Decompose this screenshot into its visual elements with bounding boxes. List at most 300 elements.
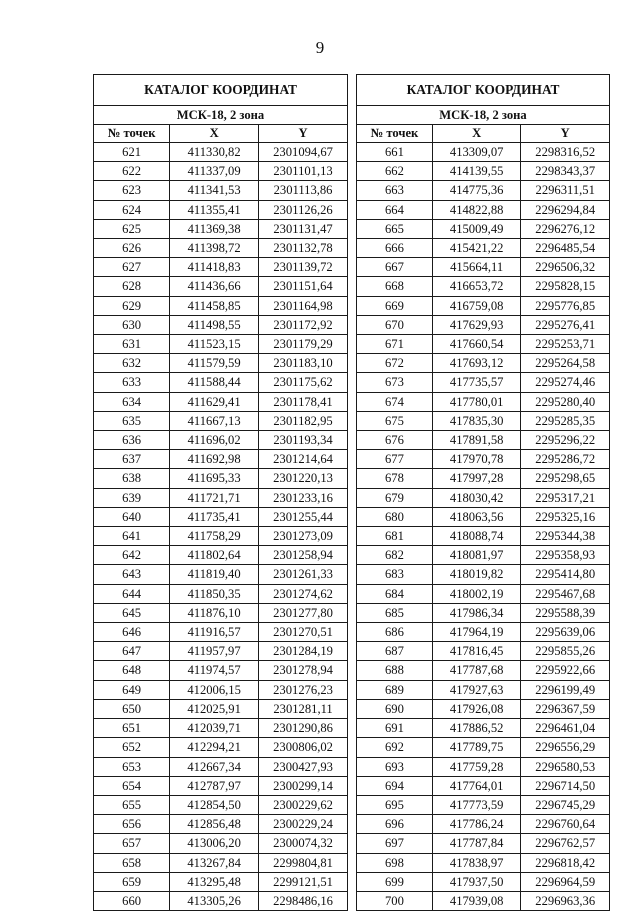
point-number-cell: 626 bbox=[94, 239, 170, 258]
table-body bbox=[357, 143, 610, 911]
x-coordinate-cell: 411369,38 bbox=[170, 219, 259, 238]
y-coordinate-cell: 2301164,98 bbox=[259, 296, 348, 315]
point-number-cell: 621 bbox=[94, 143, 170, 162]
x-coordinate-cell: 412854,50 bbox=[170, 795, 259, 814]
table-row bbox=[357, 373, 610, 392]
table-row bbox=[94, 507, 348, 526]
point-number-cell: 639 bbox=[94, 488, 170, 507]
x-coordinate-cell: 411579,59 bbox=[170, 354, 259, 373]
table-row bbox=[357, 162, 610, 181]
y-coordinate-cell: 2300806,02 bbox=[259, 738, 348, 757]
table-row bbox=[94, 219, 348, 238]
point-number-cell: 697 bbox=[357, 834, 433, 853]
x-coordinate-cell: 417926,08 bbox=[432, 699, 521, 718]
y-coordinate-cell: 2301151,64 bbox=[259, 277, 348, 296]
x-coordinate-cell: 417629,93 bbox=[432, 315, 521, 334]
coordinate-catalog-table-left bbox=[93, 74, 348, 911]
x-coordinate-cell: 412294,21 bbox=[170, 738, 259, 757]
point-number-cell: 692 bbox=[357, 738, 433, 757]
x-coordinate-cell: 411436,66 bbox=[170, 277, 259, 296]
table-row bbox=[357, 834, 610, 853]
point-number-cell: 695 bbox=[357, 795, 433, 814]
table-row bbox=[94, 488, 348, 507]
point-number-cell: 634 bbox=[94, 392, 170, 411]
point-number-cell: 623 bbox=[94, 181, 170, 200]
y-coordinate-cell: 2300074,32 bbox=[259, 834, 348, 853]
point-number-cell: 655 bbox=[94, 795, 170, 814]
point-number-cell: 651 bbox=[94, 719, 170, 738]
table-row bbox=[94, 181, 348, 200]
y-coordinate-cell: 2295317,21 bbox=[521, 488, 610, 507]
x-coordinate-cell: 411523,15 bbox=[170, 335, 259, 354]
y-coordinate-cell: 2296294,84 bbox=[521, 200, 610, 219]
point-number-cell: 696 bbox=[357, 815, 433, 834]
x-coordinate-cell: 417986,34 bbox=[432, 603, 521, 622]
point-number-cell: 678 bbox=[357, 469, 433, 488]
table-row bbox=[357, 738, 610, 757]
table-title: КАТАЛОГ КООРДИНАТ bbox=[357, 75, 610, 106]
y-coordinate-cell: 2295298,65 bbox=[521, 469, 610, 488]
x-coordinate-cell: 412006,15 bbox=[170, 680, 259, 699]
point-number-cell: 699 bbox=[357, 872, 433, 891]
table-row bbox=[357, 354, 610, 373]
x-coordinate-cell: 415664,11 bbox=[432, 258, 521, 277]
table-row bbox=[357, 661, 610, 680]
y-coordinate-cell: 2296964,59 bbox=[521, 872, 610, 891]
point-number-cell: 679 bbox=[357, 488, 433, 507]
point-number-cell: 673 bbox=[357, 373, 433, 392]
y-coordinate-cell: 2301113,86 bbox=[259, 181, 348, 200]
y-coordinate-cell: 2296760,64 bbox=[521, 815, 610, 834]
table-row bbox=[357, 488, 610, 507]
y-coordinate-cell: 2301126,26 bbox=[259, 200, 348, 219]
point-number-cell: 686 bbox=[357, 623, 433, 642]
column-header-x: X bbox=[432, 125, 521, 143]
x-coordinate-cell: 411418,83 bbox=[170, 258, 259, 277]
y-coordinate-cell: 2296714,50 bbox=[521, 776, 610, 795]
column-header-x: X bbox=[170, 125, 259, 143]
point-number-cell: 637 bbox=[94, 450, 170, 469]
point-number-cell: 658 bbox=[94, 853, 170, 872]
table-row bbox=[94, 277, 348, 296]
coordinate-system-label: МСК-18, 2 зона bbox=[357, 106, 610, 125]
table-row bbox=[357, 642, 610, 661]
point-number-cell: 670 bbox=[357, 315, 433, 334]
table-row bbox=[357, 239, 610, 258]
point-number-cell: 668 bbox=[357, 277, 433, 296]
y-coordinate-cell: 2301270,51 bbox=[259, 623, 348, 642]
point-number-cell: 652 bbox=[94, 738, 170, 757]
y-coordinate-cell: 2301183,10 bbox=[259, 354, 348, 373]
y-coordinate-cell: 2301281,11 bbox=[259, 699, 348, 718]
y-coordinate-cell: 2298486,16 bbox=[259, 891, 348, 910]
point-number-cell: 644 bbox=[94, 584, 170, 603]
table-row bbox=[94, 680, 348, 699]
table-row bbox=[357, 795, 610, 814]
point-number-cell: 647 bbox=[94, 642, 170, 661]
y-coordinate-cell: 2295286,72 bbox=[521, 450, 610, 469]
x-coordinate-cell: 417838,97 bbox=[432, 853, 521, 872]
point-number-cell: 662 bbox=[357, 162, 433, 181]
point-number-cell: 682 bbox=[357, 546, 433, 565]
point-number-cell: 654 bbox=[94, 776, 170, 795]
x-coordinate-cell: 417787,68 bbox=[432, 661, 521, 680]
y-coordinate-cell: 2301131,47 bbox=[259, 219, 348, 238]
point-number-cell: 698 bbox=[357, 853, 433, 872]
x-coordinate-cell: 411341,53 bbox=[170, 181, 259, 200]
table-row bbox=[357, 143, 610, 162]
table-row bbox=[94, 891, 348, 910]
x-coordinate-cell: 417927,63 bbox=[432, 680, 521, 699]
point-number-cell: 676 bbox=[357, 431, 433, 450]
y-coordinate-cell: 2295922,66 bbox=[521, 661, 610, 680]
x-coordinate-cell: 417816,45 bbox=[432, 642, 521, 661]
table-row bbox=[357, 296, 610, 315]
y-coordinate-cell: 2298343,37 bbox=[521, 162, 610, 181]
column-header-point-number: № точек bbox=[357, 125, 433, 143]
x-coordinate-cell: 418030,42 bbox=[432, 488, 521, 507]
x-coordinate-cell: 411458,85 bbox=[170, 296, 259, 315]
table-row bbox=[94, 450, 348, 469]
x-coordinate-cell: 418002,19 bbox=[432, 584, 521, 603]
y-coordinate-cell: 2301277,80 bbox=[259, 603, 348, 622]
point-number-cell: 635 bbox=[94, 411, 170, 430]
y-coordinate-cell: 2299121,51 bbox=[259, 872, 348, 891]
column-header-point-number: № точек bbox=[94, 125, 170, 143]
table-row bbox=[94, 239, 348, 258]
y-coordinate-cell: 2296506,32 bbox=[521, 258, 610, 277]
table-row bbox=[94, 872, 348, 891]
table-row bbox=[357, 546, 610, 565]
point-number-cell: 674 bbox=[357, 392, 433, 411]
y-coordinate-cell: 2295276,41 bbox=[521, 315, 610, 334]
table-row bbox=[357, 565, 610, 584]
y-coordinate-cell: 2296367,59 bbox=[521, 699, 610, 718]
point-number-cell: 645 bbox=[94, 603, 170, 622]
x-coordinate-cell: 416653,72 bbox=[432, 277, 521, 296]
x-coordinate-cell: 411819,40 bbox=[170, 565, 259, 584]
coordinate-system-label: МСК-18, 2 зона bbox=[94, 106, 348, 125]
table-row bbox=[357, 411, 610, 430]
table-row bbox=[94, 815, 348, 834]
table-row bbox=[94, 661, 348, 680]
y-coordinate-cell: 2301278,94 bbox=[259, 661, 348, 680]
x-coordinate-cell: 417886,52 bbox=[432, 719, 521, 738]
x-coordinate-cell: 411850,35 bbox=[170, 584, 259, 603]
table-row bbox=[94, 642, 348, 661]
table-row bbox=[94, 411, 348, 430]
table-row bbox=[357, 719, 610, 738]
table-row bbox=[94, 143, 348, 162]
y-coordinate-cell: 2295588,39 bbox=[521, 603, 610, 622]
x-coordinate-cell: 412787,97 bbox=[170, 776, 259, 795]
x-coordinate-cell: 417660,54 bbox=[432, 335, 521, 354]
point-number-cell: 671 bbox=[357, 335, 433, 354]
y-coordinate-cell: 2300229,24 bbox=[259, 815, 348, 834]
x-coordinate-cell: 411588,44 bbox=[170, 373, 259, 392]
x-coordinate-cell: 417835,30 bbox=[432, 411, 521, 430]
x-coordinate-cell: 415009,49 bbox=[432, 219, 521, 238]
table-row bbox=[357, 757, 610, 776]
point-number-cell: 677 bbox=[357, 450, 433, 469]
x-coordinate-cell: 417759,28 bbox=[432, 757, 521, 776]
y-coordinate-cell: 2295264,58 bbox=[521, 354, 610, 373]
table-row bbox=[357, 584, 610, 603]
y-coordinate-cell: 2296276,12 bbox=[521, 219, 610, 238]
column-header-y: Y bbox=[521, 125, 610, 143]
y-coordinate-cell: 2295855,26 bbox=[521, 642, 610, 661]
point-number-cell: 638 bbox=[94, 469, 170, 488]
x-coordinate-cell: 417786,24 bbox=[432, 815, 521, 834]
y-coordinate-cell: 2295828,15 bbox=[521, 277, 610, 296]
table-row bbox=[94, 296, 348, 315]
point-number-cell: 683 bbox=[357, 565, 433, 584]
x-coordinate-cell: 417764,01 bbox=[432, 776, 521, 795]
point-number-cell: 685 bbox=[357, 603, 433, 622]
x-coordinate-cell: 411398,72 bbox=[170, 239, 259, 258]
x-coordinate-cell: 411696,02 bbox=[170, 431, 259, 450]
x-coordinate-cell: 411802,64 bbox=[170, 546, 259, 565]
table-row bbox=[94, 699, 348, 718]
x-coordinate-cell: 412856,48 bbox=[170, 815, 259, 834]
x-coordinate-cell: 411337,09 bbox=[170, 162, 259, 181]
table-row bbox=[94, 469, 348, 488]
table-row bbox=[94, 757, 348, 776]
table-row bbox=[94, 719, 348, 738]
y-coordinate-cell: 2301094,67 bbox=[259, 143, 348, 162]
point-number-cell: 627 bbox=[94, 258, 170, 277]
table-row bbox=[94, 354, 348, 373]
x-coordinate-cell: 411498,55 bbox=[170, 315, 259, 334]
y-coordinate-cell: 2296818,42 bbox=[521, 853, 610, 872]
table-row bbox=[357, 699, 610, 718]
table-row bbox=[357, 507, 610, 526]
point-number-cell: 672 bbox=[357, 354, 433, 373]
x-coordinate-cell: 411695,33 bbox=[170, 469, 259, 488]
point-number-cell: 689 bbox=[357, 680, 433, 699]
y-coordinate-cell: 2301172,92 bbox=[259, 315, 348, 334]
x-coordinate-cell: 411758,29 bbox=[170, 527, 259, 546]
x-coordinate-cell: 414775,36 bbox=[432, 181, 521, 200]
point-number-cell: 656 bbox=[94, 815, 170, 834]
table-row bbox=[94, 335, 348, 354]
table-row bbox=[94, 565, 348, 584]
table-row bbox=[357, 392, 610, 411]
y-coordinate-cell: 2300299,14 bbox=[259, 776, 348, 795]
table-row bbox=[94, 373, 348, 392]
y-coordinate-cell: 2301233,16 bbox=[259, 488, 348, 507]
x-coordinate-cell: 413305,26 bbox=[170, 891, 259, 910]
point-number-cell: 700 bbox=[357, 891, 433, 910]
table-row bbox=[357, 853, 610, 872]
point-number-cell: 649 bbox=[94, 680, 170, 699]
point-number-cell: 633 bbox=[94, 373, 170, 392]
x-coordinate-cell: 418019,82 bbox=[432, 565, 521, 584]
point-number-cell: 681 bbox=[357, 527, 433, 546]
column-header-y: Y bbox=[259, 125, 348, 143]
x-coordinate-cell: 417773,59 bbox=[432, 795, 521, 814]
y-coordinate-cell: 2301101,13 bbox=[259, 162, 348, 181]
y-coordinate-cell: 2301258,94 bbox=[259, 546, 348, 565]
x-coordinate-cell: 416759,08 bbox=[432, 296, 521, 315]
point-number-cell: 684 bbox=[357, 584, 433, 603]
y-coordinate-cell: 2295344,38 bbox=[521, 527, 610, 546]
x-coordinate-cell: 412025,91 bbox=[170, 699, 259, 718]
y-coordinate-cell: 2301255,44 bbox=[259, 507, 348, 526]
table-row bbox=[357, 891, 610, 910]
y-coordinate-cell: 2301274,62 bbox=[259, 584, 348, 603]
y-coordinate-cell: 2296963,36 bbox=[521, 891, 610, 910]
y-coordinate-cell: 2301132,78 bbox=[259, 239, 348, 258]
y-coordinate-cell: 2301261,33 bbox=[259, 565, 348, 584]
y-coordinate-cell: 2301273,09 bbox=[259, 527, 348, 546]
x-coordinate-cell: 412039,71 bbox=[170, 719, 259, 738]
page-number: 9 bbox=[315, 38, 325, 57]
table-row bbox=[357, 815, 610, 834]
y-coordinate-cell: 2296745,29 bbox=[521, 795, 610, 814]
table-row bbox=[357, 335, 610, 354]
point-number-cell: 669 bbox=[357, 296, 433, 315]
table-row bbox=[94, 776, 348, 795]
y-coordinate-cell: 2295280,40 bbox=[521, 392, 610, 411]
point-number-cell: 630 bbox=[94, 315, 170, 334]
y-coordinate-cell: 2300229,62 bbox=[259, 795, 348, 814]
x-coordinate-cell: 417997,28 bbox=[432, 469, 521, 488]
y-coordinate-cell: 2301179,29 bbox=[259, 335, 348, 354]
point-number-cell: 687 bbox=[357, 642, 433, 661]
point-number-cell: 665 bbox=[357, 219, 433, 238]
y-coordinate-cell: 2296311,51 bbox=[521, 181, 610, 200]
y-coordinate-cell: 2301284,19 bbox=[259, 642, 348, 661]
point-number-cell: 657 bbox=[94, 834, 170, 853]
point-number-cell: 632 bbox=[94, 354, 170, 373]
point-number-cell: 650 bbox=[94, 699, 170, 718]
y-coordinate-cell: 2295285,35 bbox=[521, 411, 610, 430]
table-row bbox=[357, 872, 610, 891]
y-coordinate-cell: 2301139,72 bbox=[259, 258, 348, 277]
y-coordinate-cell: 2295296,22 bbox=[521, 431, 610, 450]
x-coordinate-cell: 413267,84 bbox=[170, 853, 259, 872]
y-coordinate-cell: 2301214,64 bbox=[259, 450, 348, 469]
point-number-cell: 663 bbox=[357, 181, 433, 200]
table-row bbox=[94, 200, 348, 219]
table-row bbox=[94, 258, 348, 277]
x-coordinate-cell: 411355,41 bbox=[170, 200, 259, 219]
y-coordinate-cell: 2296461,04 bbox=[521, 719, 610, 738]
x-coordinate-cell: 417891,58 bbox=[432, 431, 521, 450]
point-number-cell: 653 bbox=[94, 757, 170, 776]
y-coordinate-cell: 2295274,46 bbox=[521, 373, 610, 392]
point-number-cell: 624 bbox=[94, 200, 170, 219]
x-coordinate-cell: 414139,55 bbox=[432, 162, 521, 181]
x-coordinate-cell: 411629,41 bbox=[170, 392, 259, 411]
table-row bbox=[94, 584, 348, 603]
x-coordinate-cell: 413006,20 bbox=[170, 834, 259, 853]
x-coordinate-cell: 418088,74 bbox=[432, 527, 521, 546]
point-number-cell: 628 bbox=[94, 277, 170, 296]
table-row bbox=[357, 277, 610, 296]
y-coordinate-cell: 2301220,13 bbox=[259, 469, 348, 488]
y-coordinate-cell: 2295358,93 bbox=[521, 546, 610, 565]
table-row bbox=[357, 315, 610, 334]
point-number-cell: 690 bbox=[357, 699, 433, 718]
y-coordinate-cell: 2298316,52 bbox=[521, 143, 610, 162]
y-coordinate-cell: 2301175,62 bbox=[259, 373, 348, 392]
table-row bbox=[94, 162, 348, 181]
x-coordinate-cell: 411721,71 bbox=[170, 488, 259, 507]
y-coordinate-cell: 2295414,80 bbox=[521, 565, 610, 584]
x-coordinate-cell: 417780,01 bbox=[432, 392, 521, 411]
x-coordinate-cell: 417789,75 bbox=[432, 738, 521, 757]
y-coordinate-cell: 2296199,49 bbox=[521, 680, 610, 699]
x-coordinate-cell: 412667,34 bbox=[170, 757, 259, 776]
point-number-cell: 694 bbox=[357, 776, 433, 795]
point-number-cell: 661 bbox=[357, 143, 433, 162]
table-row bbox=[94, 795, 348, 814]
x-coordinate-cell: 411876,10 bbox=[170, 603, 259, 622]
y-coordinate-cell: 2301182,95 bbox=[259, 411, 348, 430]
y-coordinate-cell: 2296485,54 bbox=[521, 239, 610, 258]
x-coordinate-cell: 411974,57 bbox=[170, 661, 259, 680]
y-coordinate-cell: 2296556,29 bbox=[521, 738, 610, 757]
point-number-cell: 629 bbox=[94, 296, 170, 315]
x-coordinate-cell: 411667,13 bbox=[170, 411, 259, 430]
table-row bbox=[94, 738, 348, 757]
y-coordinate-cell: 2295776,85 bbox=[521, 296, 610, 315]
table-row bbox=[94, 315, 348, 334]
point-number-cell: 660 bbox=[94, 891, 170, 910]
point-number-cell: 642 bbox=[94, 546, 170, 565]
point-number-cell: 640 bbox=[94, 507, 170, 526]
point-number-cell: 693 bbox=[357, 757, 433, 776]
point-number-cell: 688 bbox=[357, 661, 433, 680]
x-coordinate-cell: 418063,56 bbox=[432, 507, 521, 526]
y-coordinate-cell: 2295639,06 bbox=[521, 623, 610, 642]
y-coordinate-cell: 2301290,86 bbox=[259, 719, 348, 738]
x-coordinate-cell: 411735,41 bbox=[170, 507, 259, 526]
coordinate-catalog-table-right bbox=[356, 74, 610, 911]
y-coordinate-cell: 2295253,71 bbox=[521, 335, 610, 354]
y-coordinate-cell: 2295467,68 bbox=[521, 584, 610, 603]
x-coordinate-cell: 411330,82 bbox=[170, 143, 259, 162]
x-coordinate-cell: 417939,08 bbox=[432, 891, 521, 910]
y-coordinate-cell: 2301193,34 bbox=[259, 431, 348, 450]
x-coordinate-cell: 415421,22 bbox=[432, 239, 521, 258]
x-coordinate-cell: 413309,07 bbox=[432, 143, 521, 162]
table-row bbox=[357, 181, 610, 200]
table-row bbox=[357, 776, 610, 795]
x-coordinate-cell: 417970,78 bbox=[432, 450, 521, 469]
table-row bbox=[357, 527, 610, 546]
y-coordinate-cell: 2296762,57 bbox=[521, 834, 610, 853]
table-row bbox=[94, 853, 348, 872]
point-number-cell: 659 bbox=[94, 872, 170, 891]
point-number-cell: 680 bbox=[357, 507, 433, 526]
point-number-cell: 667 bbox=[357, 258, 433, 277]
y-coordinate-cell: 2295325,16 bbox=[521, 507, 610, 526]
x-coordinate-cell: 418081,97 bbox=[432, 546, 521, 565]
y-coordinate-cell: 2300427,93 bbox=[259, 757, 348, 776]
point-number-cell: 691 bbox=[357, 719, 433, 738]
x-coordinate-cell: 411916,57 bbox=[170, 623, 259, 642]
y-coordinate-cell: 2296580,53 bbox=[521, 757, 610, 776]
x-coordinate-cell: 413295,48 bbox=[170, 872, 259, 891]
table-row bbox=[357, 623, 610, 642]
point-number-cell: 646 bbox=[94, 623, 170, 642]
table-body bbox=[94, 143, 348, 911]
x-coordinate-cell: 411957,97 bbox=[170, 642, 259, 661]
x-coordinate-cell: 414822,88 bbox=[432, 200, 521, 219]
